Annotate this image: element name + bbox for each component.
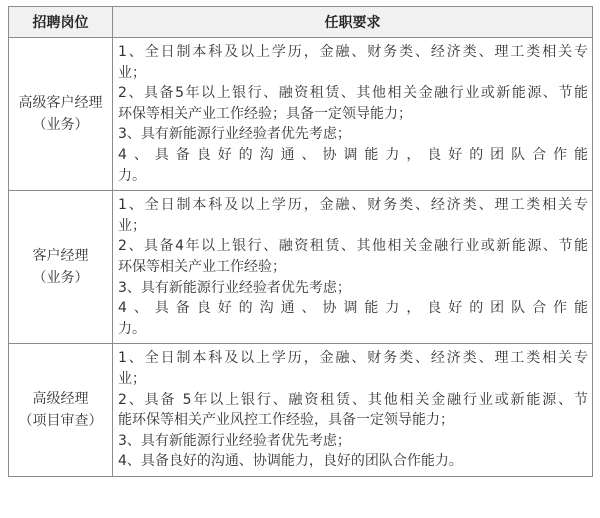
requirement-line: 2、具备4年以上银行、融资租赁、其他相关金融行业或新能源、节能 (118, 238, 588, 255)
header-position: 招聘岗位 (9, 7, 113, 38)
requirements-cell (113, 344, 593, 477)
position-cell (9, 191, 113, 344)
requirement-line: 业； (118, 370, 146, 387)
table-row (9, 191, 593, 344)
position-title: 高级经理 (32, 391, 89, 408)
requirement-line: 1、全日制本科及以上学历，金融、财务类、经济类、理工类相关专 (118, 350, 588, 367)
position-type: （业务） (32, 270, 89, 287)
table-header (9, 7, 593, 38)
requirement-line: 1、全日制本科及以上学历，金融、财务类、经济类、理工类相关专 (118, 44, 588, 60)
header-requirements: 任职要求 (113, 7, 593, 38)
position-cell (9, 344, 113, 477)
requirement-line: 4、具备良好的沟通、协调能力，良好的团队合作能 (118, 146, 588, 163)
position-title: 客户经理 (32, 248, 89, 265)
requirements-cell (113, 38, 593, 191)
requirement-line: 3、具有新能源行业经验者优先考虑； (118, 432, 351, 449)
position-cell (9, 38, 113, 191)
requirement-line: 力。 (118, 320, 146, 337)
table-row (9, 38, 593, 191)
header-row (9, 7, 593, 38)
position-type: （业务） (32, 117, 89, 134)
position-type: （项目审查） (18, 413, 103, 430)
requirement-line: 环保等相关产业工作经验； (118, 258, 286, 275)
requirement-line: 业； (118, 64, 146, 81)
requirement-line: 2、具备 5年以上银行、融资租赁、其他相关金融行业或新能源、节 (118, 391, 588, 408)
requirement-line: 力。 (118, 167, 146, 184)
requirement-line: 3、具有新能源行业经验者优先考虑； (118, 126, 351, 143)
requirement-line: 业； (118, 217, 146, 234)
requirement-line: 能环保等相关产业风控工作经验，具备一定领导能力； (118, 412, 454, 429)
requirement-line: 4、具备良好的沟通、协调能力，良好的团队合作能 (118, 300, 588, 317)
requirement-line: 3、具有新能源行业经验者优先考虑； (118, 279, 351, 296)
position-title: 高级客户经理 (18, 95, 103, 112)
requirement-line: 环保等相关产业工作经验；具备一定领导能力； (118, 105, 412, 122)
requirement-line: 2、具备5年以上银行、融资租赁、其他相关金融行业或新能源、节能 (118, 85, 588, 102)
requirements-cell (113, 191, 593, 344)
requirement-line: 4、具备良好的沟通、协调能力，良好的团队合作能力。 (118, 453, 463, 470)
requirement-line: 1、全日制本科及以上学历，金融、财务类、经济类、理工类相关专 (118, 197, 588, 214)
requirements-table (8, 6, 593, 477)
table-row (9, 344, 593, 477)
